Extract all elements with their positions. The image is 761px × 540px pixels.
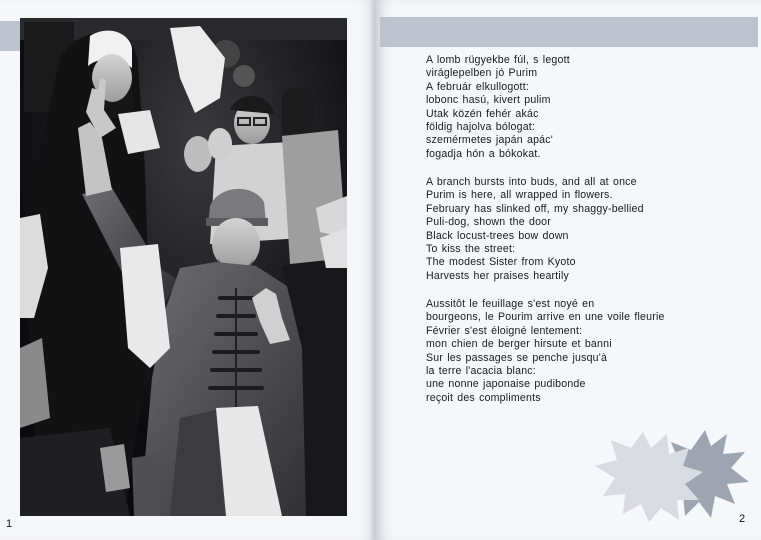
poem-line: February has slinked off, my shaggy-bellied (426, 202, 644, 215)
right-page (377, 0, 761, 540)
poem-french (426, 298, 665, 405)
poem-line: Harvests her praises heartily (426, 269, 570, 282)
poem-line: Utak közén fehér akác (426, 107, 539, 120)
poem-line: Puli-dog, shown the door (426, 216, 551, 229)
poem-line: A lomb rügyekbe fúl, s legott (426, 54, 570, 66)
poem-line: une nonne japonaise pudibonde (426, 378, 586, 391)
poem-line: Sur les passages se penche jusqu'à (426, 351, 608, 364)
poem-line: fogadja hón a bókokat. (426, 147, 541, 160)
page-number-left: 1 (6, 518, 13, 530)
poem-line: lobonc hasú, kivert pulim (426, 94, 551, 107)
poem-line: A branch bursts into buds, and all at once (426, 176, 637, 188)
poem-line: bourgeons, le Pourim arrive en une voile fleurie (426, 311, 665, 324)
poem-line: mon chien de berger hirsute et banni (426, 338, 612, 351)
poem-line: földig hajolva bólogat: (426, 121, 536, 134)
poem-line: Février s'est éloigné lentement: (426, 324, 583, 337)
poem-english (426, 176, 644, 283)
purim-party-photo (20, 18, 347, 516)
poem-line: Purim is here, all wrapped in flowers. (426, 189, 613, 202)
poem-line: A február elkullogott: (426, 80, 529, 93)
poem-line: Black locust-trees bow down (426, 229, 569, 242)
starburst-icon (585, 426, 749, 522)
poem-line: Aussitôt le feuillage s'est noyé en (426, 298, 595, 310)
poem-line: reçoit des compliments (426, 391, 541, 404)
poem-line: la terre l'acacia blanc: (426, 365, 536, 378)
poem-line: To kiss the street: (426, 243, 516, 256)
page-number-right: 2 (739, 513, 746, 525)
left-header-band (0, 21, 22, 51)
left-page (0, 0, 375, 540)
costumed-dancers-photo (20, 18, 347, 516)
poem-hungarian (426, 54, 570, 161)
poem-line: szemérmetes japán apác' (426, 134, 553, 147)
poem-line: The modest Sister from Kyoto (426, 256, 576, 269)
poem-line: viráglepelben jó Purim (426, 67, 538, 80)
right-header-band (380, 17, 758, 47)
